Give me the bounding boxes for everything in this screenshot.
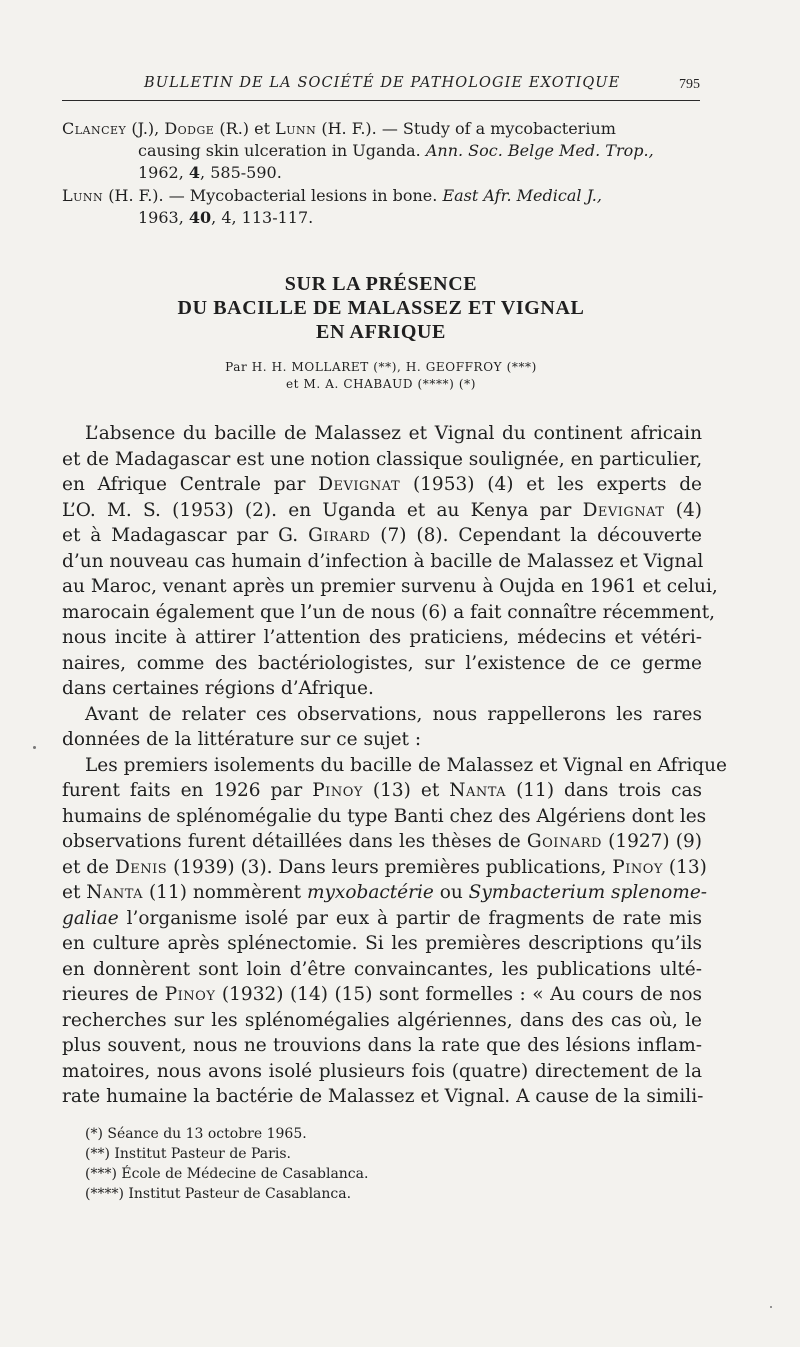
body-line: d’un nouveau cas humain d’infection à bacille de Malassez et Vignal: [62, 550, 704, 572]
body-line: en Afrique Centrale par Devignat (1953) (4) et les experts de: [62, 474, 702, 495]
footnotes: [85, 1124, 685, 1204]
reference-line: causing skin ulceration in Uganda. Ann. Soc. Belge Med. Trop.,: [138, 141, 654, 160]
body-line: naires, comme des bactériologistes, sur l’existence de ce germe: [62, 652, 702, 674]
footnote: (***) École de Médecine de Casablanca.: [85, 1166, 369, 1182]
article-title-line: EN AFRIQUE: [316, 321, 446, 343]
body-line: dans certaines régions d’Afrique.: [62, 678, 374, 699]
body-line: matoires, nous avons isolé plusieurs fois (quatre) directement de la: [62, 1060, 702, 1082]
body-line: furent faits en 1926 par Pinoy (13) et Nanta (11) dans trois cas: [62, 780, 703, 801]
body-line: en culture après splénectomie. Si les premières descriptions qu’ils: [62, 933, 702, 954]
body-line: Les premiers isolements du bacille de Malassez et Vignal en Afrique: [85, 754, 727, 776]
body-line: et à Madagascar par G. Girard (7) (8). Cependant la découverte: [62, 525, 702, 546]
body-line: au Maroc, venant après un premier survenu à Oujda en 1961 et celui,: [62, 576, 718, 597]
paragraph-2: [62, 702, 702, 753]
reference-line: 1963, 40, 4, 113-117.: [138, 208, 314, 227]
reference-line: Lunn (H. F.). — Mycobacterial lesions in bone. East Afr. Medical J.,: [62, 186, 602, 205]
reference-line: Clancey (J.), Dodge (R.) et Lunn (H. F.). — Study of a mycobacterium: [62, 119, 616, 138]
body-line: L’absence du bacille de Malassez et Vignal du continent africain: [85, 423, 702, 444]
running-title: BULLETIN DE LA SOCIÉTÉ DE PATHOLOGIE EXOTIQUE: [144, 75, 621, 91]
paper-speck: [33, 746, 36, 749]
body-line: rate humaine la bactérie de Malassez et Vignal. A cause de la simili-: [62, 1086, 704, 1107]
body-line: et de Denis (1939) (3). Dans leurs premières publications, Pinoy (13): [62, 856, 707, 878]
body-line: données de la littérature sur ce sujet :: [62, 729, 422, 750]
body-line: plus souvent, nous ne trouvions dans la rate que des lésions inflam-: [62, 1035, 702, 1056]
reference-line: 1962, 4, 585-590.: [138, 163, 282, 182]
body-line: L’O. M. S. (1953) (2). en Uganda et au Kenya par Devignat (4): [62, 499, 702, 521]
body-line: Avant de relater ces observations, nous rappellerons les rares: [85, 703, 702, 725]
footnote: (**) Institut Pasteur de Paris.: [85, 1146, 291, 1162]
body-line: humains de splénomégalie du type Banti chez des Algériens dont les: [62, 805, 707, 827]
reference-entry: [62, 185, 702, 229]
article-body: [62, 421, 727, 1110]
author-line: Par H. H. MOLLARET (**), H. GEOFFROY (***): [225, 360, 537, 374]
body-line: et de Madagascar est une notion classique soulignée, en particulier,: [62, 448, 703, 470]
body-line: marocain également que l’un de nous (6) a fait connaître récemment,: [62, 601, 716, 623]
footnote: (*) Séance du 13 octobre 1965.: [85, 1126, 307, 1142]
article-title-block: [62, 272, 700, 393]
article-title-line: SUR LA PRÉSENCE: [284, 273, 478, 295]
reference-entry: [62, 118, 702, 184]
body-line: nous incite à attirer l’attention des praticiens, médecins et vétéri-: [62, 627, 702, 648]
article-title-line: DU BACILLE DE MALASSEZ ET VIGNAL: [177, 297, 585, 319]
footnote: (****) Institut Pasteur de Casablanca.: [85, 1186, 352, 1202]
author-line: et M. A. CHABAUD (****) (*): [285, 377, 477, 391]
body-line: observations furent détaillées dans les thèses de Goinard (1927) (9): [62, 831, 703, 852]
body-line: recherches sur les splénomégalies algériennes, dans des cas où, le: [62, 1009, 702, 1031]
body-line: en donnèrent sont loin d’être convaincantes, les publications ulté-: [62, 958, 702, 980]
paragraph-1: [62, 421, 718, 702]
author-byline: [62, 359, 700, 393]
body-line: rieures de Pinoy (1932) (14) (15) sont formelles : « Au cours de nos: [62, 984, 702, 1005]
paragraph-3: [62, 753, 727, 1110]
running-header: [62, 74, 700, 101]
reference-list: [62, 118, 702, 230]
body-line: et Nanta (11) nommèrent myxobactérie ou Symbacterium splenome-: [62, 882, 708, 903]
body-line: galiae l’organisme isolé par eux à partir de fragments de rate mis: [62, 907, 702, 929]
page-number: 795: [679, 77, 700, 92]
paper-speck: [770, 1306, 772, 1308]
